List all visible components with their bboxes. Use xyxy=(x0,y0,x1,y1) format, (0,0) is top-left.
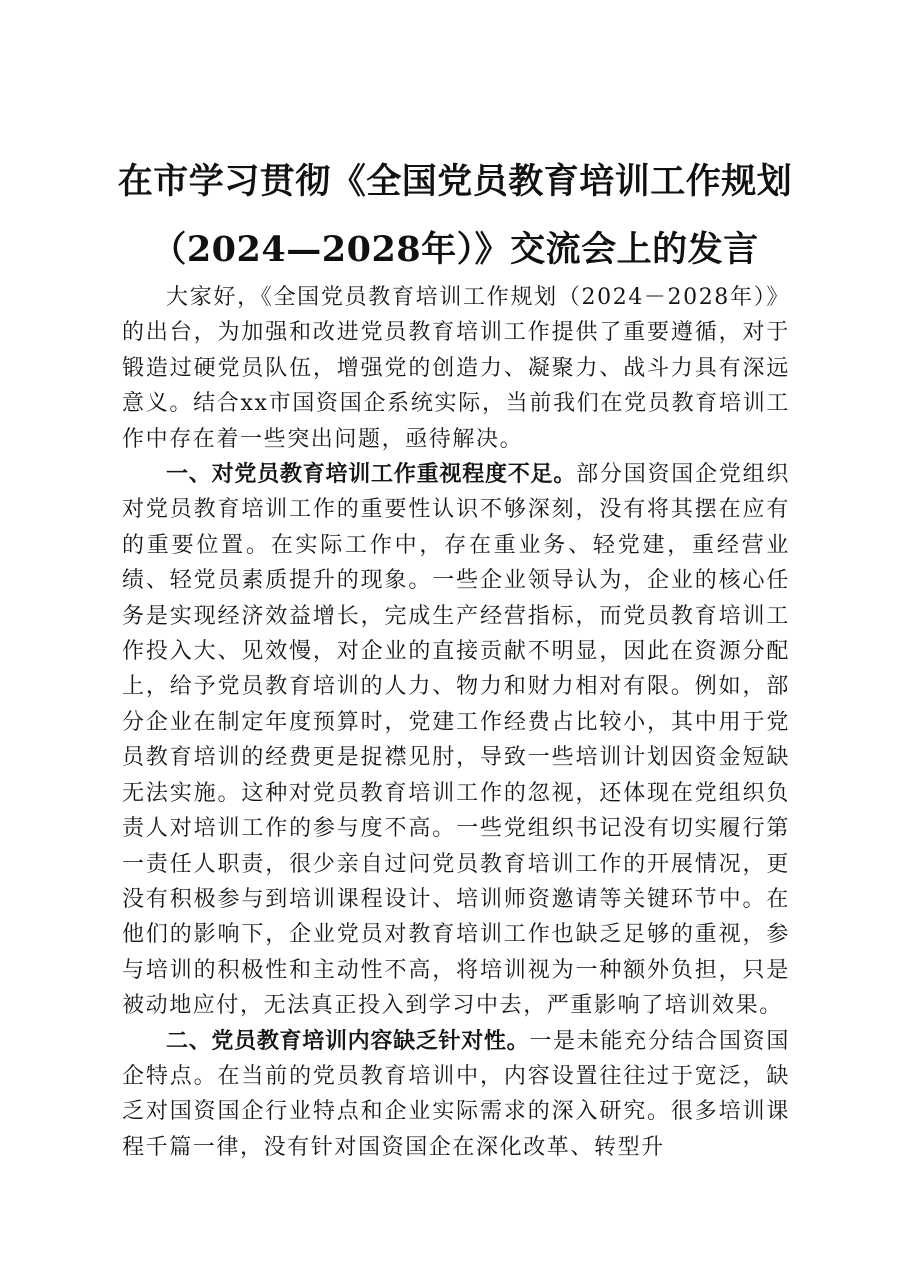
paragraph-text: 部分国资国企党组织对党员教育培训工作的重要性认识不够深刻，没有将其摆在应有的重要位置。在实际工作中，存在重业务、轻党建，重经营业绩、轻党员素质提升的现象。一些企业领导认为，企业的核心任务是实现经济效益增长，完成生产经营指标，而党员教育培训工作投入大、见效慢，对企业的直接贡献不明显，因此在资源分配上，给予党员教育培训的人力、物力和财力相对有限。例如，部分企业在制定年度预算时，党建工作经费占比较小，其中用于党员教育培训的经费更是捉襟见肘，导致一些培训计划因资金短缺无法实施。这种对党员教育培训工作的忽视，还体现在党组织负责人对培训工作的参与度不高。一些党组织书记没有切实履行第一责任人职责，很少亲自过问党员教育培训工作的开展情况，更没有积极参与到培训课程设计、培训师资邀请等关键环节中。在他们的影响下，企业党员对教育培训工作也缺乏足够的重视，参与培训的积极性和主动性不高，将培训视为一种额外负担，只是被动地应付，无法真正投入到学习中去，严重影响了培训效果。 xyxy=(122,462,790,1019)
paragraph-text: 一是未能充分结合国资国企特点。在当前的党员教育培训中，内容设置往往过于宽泛，缺乏对国资国企行业特点和企业实际需求的深入研究。很多培训课程千篇一律，没有针对国资国企在深化改革、转型升 xyxy=(122,1028,790,1160)
document-title-line-2: （2024—2028年）》交流会上的发言 xyxy=(151,229,759,270)
section-one-heading: 一、对党员教育培训工作重视程度不足。 xyxy=(166,462,577,488)
paragraph-text: 大家好，《全国党员教育培训工作规划（2024－2028年）》的出台，为加强和改进党员教育培训工作提供了重要遵循，对于锻造过硬党员队伍，增强党的创造力、凝聚力、战斗力具有深远意义。结合xx市国资国企系统实际，当前我们在党员教育培训工作中存在着一些突出问题，亟待解决。 xyxy=(122,285,790,452)
section-two-paragraph xyxy=(122,1024,790,1166)
intro-paragraph xyxy=(122,280,790,457)
section-one-paragraph xyxy=(122,457,790,1024)
document-body xyxy=(122,280,790,1165)
document-title-line-1: 在市学习贯彻《全国党员教育培训工作规划 xyxy=(117,161,793,202)
section-two-heading: 二、党员教育培训内容缺乏针对性。 xyxy=(166,1028,530,1054)
